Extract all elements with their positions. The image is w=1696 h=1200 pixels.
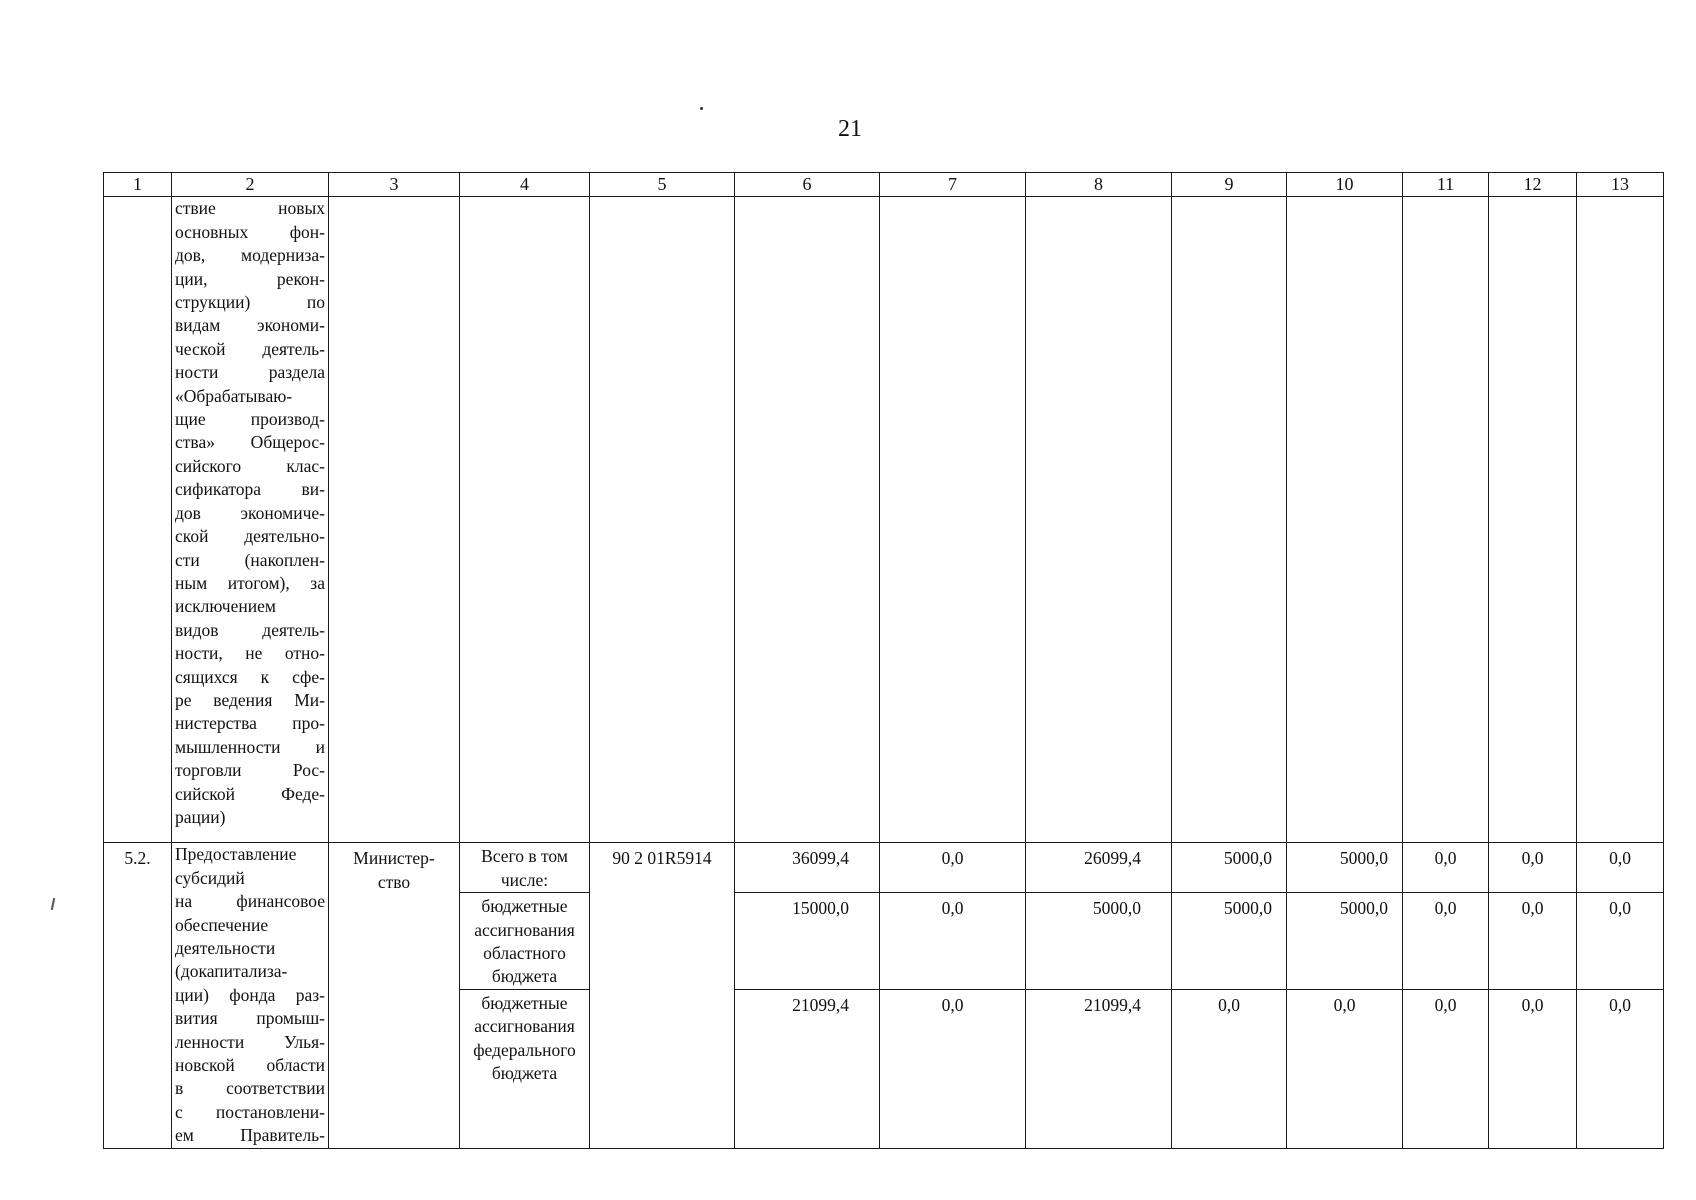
scan-speck bbox=[700, 107, 703, 110]
description-line: в соответствии bbox=[175, 1078, 325, 1099]
value-cell: 0,0 bbox=[1577, 989, 1664, 1148]
description-line: ленности Улья- bbox=[175, 1031, 325, 1052]
description-line: (докапитализа- bbox=[175, 961, 288, 982]
description-line: видам экономи- bbox=[175, 315, 325, 336]
description-line: субсидий bbox=[175, 867, 245, 888]
description-line: щие производ- bbox=[175, 409, 325, 430]
funding-source: Всего в том числе: bbox=[460, 843, 590, 893]
description-line: ре ведения Ми- bbox=[175, 689, 325, 710]
description-line: обеспечение bbox=[175, 914, 269, 935]
description-line: сийской Феде- bbox=[175, 783, 325, 804]
description-line: видов деятель- bbox=[175, 619, 325, 640]
funding-source: бюджетные ассигнования федерального бюджета bbox=[460, 989, 590, 1148]
value-cell: 0,0 bbox=[1403, 989, 1489, 1148]
funding-source: бюджетные ассигнования областного бюджета bbox=[460, 893, 590, 990]
description-line: струкции) по bbox=[175, 292, 325, 313]
description-line: ции, рекон- bbox=[175, 268, 325, 289]
value-cell: 21099,4 bbox=[735, 989, 880, 1148]
description-line: на финансовое bbox=[175, 891, 325, 912]
column-number: 4 bbox=[460, 173, 590, 197]
value-cell: 0,0 bbox=[1577, 843, 1664, 893]
continuation-row bbox=[104, 197, 1664, 843]
value-cell: 0,0 bbox=[1172, 989, 1287, 1148]
column-number: 3 bbox=[329, 173, 460, 197]
column-number: 10 bbox=[1287, 173, 1403, 197]
description-line: ным итогом), за bbox=[175, 572, 325, 593]
value-cell: 0,0 bbox=[880, 989, 1026, 1148]
value-cell: 0,0 bbox=[1577, 893, 1664, 990]
value-cell: 0,0 bbox=[1489, 989, 1577, 1148]
value-cell: 5000,0 bbox=[1172, 893, 1287, 990]
description-line: «Обрабатываю- bbox=[175, 385, 293, 406]
description-line: сти (накоплен- bbox=[175, 549, 325, 570]
budget-code: 90 2 01R5914 bbox=[590, 843, 735, 1148]
value-cell: 0,0 bbox=[1489, 893, 1577, 990]
column-number: 13 bbox=[1577, 173, 1664, 197]
description-line: Предоставление bbox=[175, 844, 297, 865]
column-number: 1 bbox=[104, 173, 172, 197]
description-line: ческой деятель- bbox=[175, 338, 325, 359]
column-number: 2 bbox=[172, 173, 329, 197]
description-line: исключением bbox=[175, 596, 276, 617]
description-line: новской области bbox=[175, 1055, 325, 1076]
column-number: 6 bbox=[735, 173, 880, 197]
value-cell: 0,0 bbox=[1403, 893, 1489, 990]
description-line: основных фон- bbox=[175, 221, 325, 242]
description-line: сийского клас- bbox=[175, 455, 325, 476]
continuation-description bbox=[172, 197, 329, 843]
value-cell: 0,0 bbox=[1403, 843, 1489, 893]
column-number: 5 bbox=[590, 173, 735, 197]
description-line: ем Правитель- bbox=[175, 1125, 325, 1146]
description-line: вития промыш- bbox=[175, 1008, 325, 1029]
row-number: 5.2. bbox=[104, 843, 172, 1148]
description-line: дов, модерниза- bbox=[175, 245, 325, 266]
column-number: 9 bbox=[1172, 173, 1287, 197]
responsible-executor: Министер- ство bbox=[329, 843, 460, 1148]
description-line: с постановлени- bbox=[175, 1101, 325, 1122]
program-table bbox=[103, 172, 1664, 1149]
description-line: нистерства про- bbox=[175, 713, 325, 734]
description-line: ской деятельно- bbox=[175, 526, 325, 547]
value-cell: 0,0 bbox=[880, 893, 1026, 990]
value-cell: 0,0 bbox=[880, 843, 1026, 893]
value-cell: 15000,0 bbox=[735, 893, 880, 990]
value-cell: 36099,4 bbox=[735, 843, 880, 893]
description-line: мышленности и bbox=[175, 736, 325, 757]
description-line: ствие новых bbox=[175, 198, 325, 219]
value-cell: 5000,0 bbox=[1026, 893, 1172, 990]
value-cell: 5000,0 bbox=[1172, 843, 1287, 893]
column-number: 7 bbox=[880, 173, 1026, 197]
description-line: сящихся к сфе- bbox=[175, 666, 325, 687]
column-number-row bbox=[104, 173, 1664, 197]
description-line: сификатора ви- bbox=[175, 479, 325, 500]
description-line: ности, не отно- bbox=[175, 643, 325, 664]
scan-mark bbox=[51, 898, 55, 910]
description-line: деятельности bbox=[175, 938, 276, 959]
value-cell: 26099,4 bbox=[1026, 843, 1172, 893]
description-line: торговли Рос- bbox=[175, 760, 325, 781]
description-line: рации) bbox=[175, 806, 226, 827]
column-number: 12 bbox=[1489, 173, 1577, 197]
description-line: ства» Общерос- bbox=[175, 432, 325, 453]
row-5-2-total bbox=[104, 843, 1664, 893]
value-cell: 5000,0 bbox=[1287, 843, 1403, 893]
column-number: 8 bbox=[1026, 173, 1172, 197]
description-line: ции) фонда раз- bbox=[175, 984, 325, 1005]
description-line: ности раздела bbox=[175, 362, 325, 383]
value-cell: 5000,0 bbox=[1287, 893, 1403, 990]
column-number: 11 bbox=[1403, 173, 1489, 197]
row-description bbox=[172, 843, 329, 1148]
page-number: 21 bbox=[838, 116, 862, 142]
description-line: дов экономиче- bbox=[175, 502, 325, 523]
value-cell: 21099,4 bbox=[1026, 989, 1172, 1148]
value-cell: 0,0 bbox=[1489, 843, 1577, 893]
value-cell: 0,0 bbox=[1287, 989, 1403, 1148]
